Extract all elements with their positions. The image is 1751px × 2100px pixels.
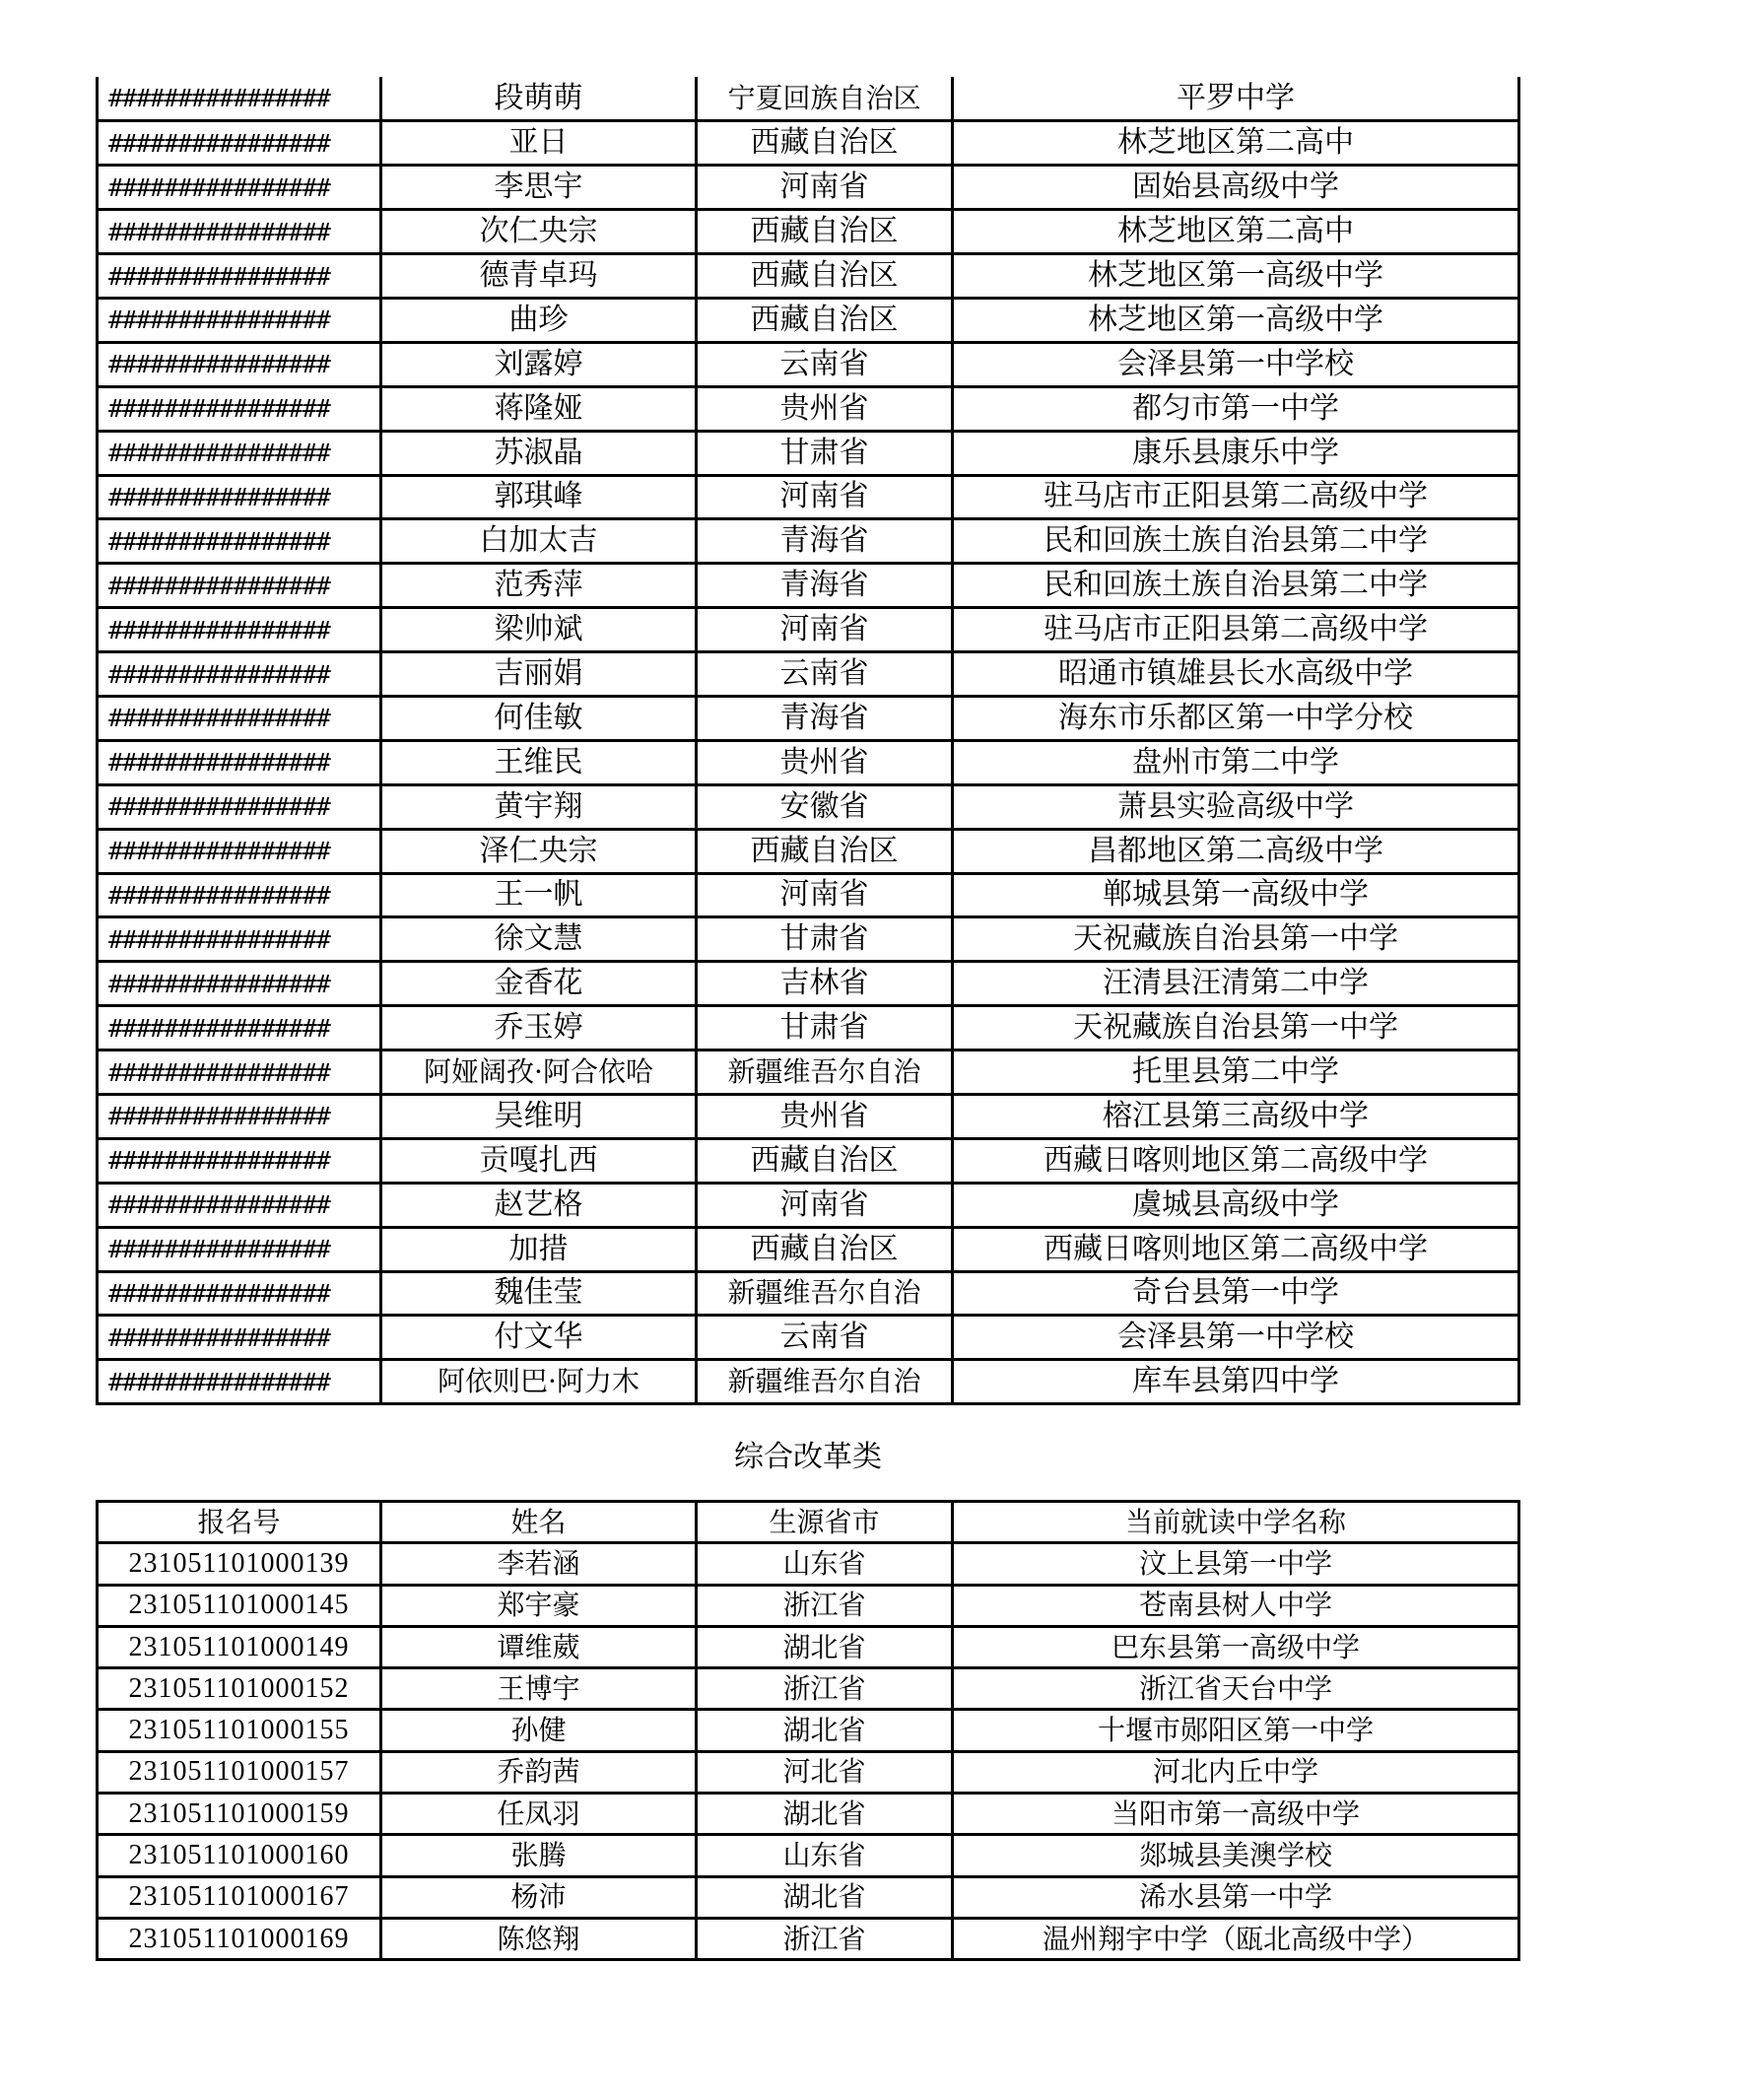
table-row <box>98 1626 1519 1667</box>
registration-id-cell: ################ <box>98 1360 381 1404</box>
school-cell: 虞城县高级中学 <box>953 1183 1519 1227</box>
school-cell: 郸城县第一高级中学 <box>953 873 1519 917</box>
registration-id-cell: ################ <box>98 519 381 564</box>
section-title: 综合改革类 <box>734 1440 882 1474</box>
table-row <box>98 784 1519 829</box>
table-row <box>98 519 1519 564</box>
student-name-cell: 魏佳莹 <box>381 1271 697 1316</box>
school-cell: 河北内丘中学 <box>953 1751 1519 1793</box>
province-cell: 浙江省 <box>697 1668 953 1710</box>
table-row <box>98 1006 1519 1050</box>
school-cell: 托里县第二中学 <box>953 1050 1519 1095</box>
registration-id-cell: ################ <box>98 342 381 386</box>
student-name-cell: 乔玉婷 <box>381 1006 697 1050</box>
school-cell: 海东市乐都区第一中学分校 <box>953 696 1519 740</box>
school-cell: 民和回族土族自治县第二中学 <box>953 564 1519 608</box>
table-row <box>98 166 1519 210</box>
student-name-cell: 刘露婷 <box>381 342 697 386</box>
table-row <box>98 1751 1519 1793</box>
school-cell: 昌都地区第二高级中学 <box>953 829 1519 873</box>
header-school: 当前就读中学名称 <box>953 1502 1519 1543</box>
registration-id-cell: ################ <box>98 873 381 917</box>
table-row <box>98 475 1519 519</box>
student-name-cell: 赵艺格 <box>381 1183 697 1227</box>
school-cell: 都匀市第一中学 <box>953 386 1519 431</box>
registration-id-cell: ################ <box>98 166 381 210</box>
school-cell: 林芝地区第一高级中学 <box>953 254 1519 299</box>
registration-id-cell: 231051101000155 <box>98 1710 381 1751</box>
registration-id-cell: ################ <box>98 254 381 299</box>
registration-id-cell: ################ <box>98 475 381 519</box>
school-cell: 库车县第四中学 <box>953 1360 1519 1404</box>
school-cell: 林芝地区第二高中 <box>953 121 1519 166</box>
school-cell: 郯城县美澳学校 <box>953 1835 1519 1876</box>
school-cell: 浠水县第一中学 <box>953 1876 1519 1918</box>
province-cell: 河南省 <box>697 608 953 652</box>
province-cell: 西藏自治区 <box>697 1227 953 1271</box>
province-cell: 山东省 <box>697 1835 953 1876</box>
province-cell: 云南省 <box>697 1316 953 1360</box>
table-row <box>98 829 1519 873</box>
student-name-cell: 乔韵茜 <box>381 1751 697 1793</box>
province-cell: 河南省 <box>697 166 953 210</box>
school-cell: 林芝地区第一高级中学 <box>953 298 1519 342</box>
registration-id-cell: 231051101000149 <box>98 1626 381 1667</box>
table-row <box>98 1918 1519 1959</box>
comprehensive-reform-table <box>96 1500 1520 1961</box>
student-name-cell: 梁帅斌 <box>381 608 697 652</box>
school-cell: 十堰市郧阳区第一中学 <box>953 1710 1519 1751</box>
student-name-cell: 王维民 <box>381 740 697 784</box>
registration-id-cell: ################ <box>98 962 381 1006</box>
registration-id-cell: 231051101000139 <box>98 1543 381 1585</box>
registration-id-cell: 231051101000157 <box>98 1751 381 1793</box>
table-row <box>98 1138 1519 1183</box>
school-cell: 驻马店市正阳县第二高级中学 <box>953 475 1519 519</box>
student-name-cell: 郭琪峰 <box>381 475 697 519</box>
province-cell: 云南省 <box>697 652 953 697</box>
school-cell: 天祝藏族自治县第一中学 <box>953 917 1519 962</box>
student-name-cell: 曲珍 <box>381 298 697 342</box>
table-row <box>98 1794 1519 1835</box>
province-cell: 西藏自治区 <box>697 210 953 254</box>
student-name-cell: 德青卓玛 <box>381 254 697 299</box>
province-cell: 河南省 <box>697 873 953 917</box>
table-row <box>98 254 1519 299</box>
student-name-cell: 白加太吉 <box>381 519 697 564</box>
province-cell: 河南省 <box>697 475 953 519</box>
province-cell: 新疆维吾尔自治 <box>697 1050 953 1095</box>
student-name-cell: 付文华 <box>381 1316 697 1360</box>
registration-id-cell: ################ <box>98 298 381 342</box>
student-name-cell: 次仁央宗 <box>381 210 697 254</box>
province-cell: 青海省 <box>697 564 953 608</box>
province-cell: 贵州省 <box>697 1094 953 1138</box>
province-cell: 安徽省 <box>697 784 953 829</box>
header-province: 生源省市 <box>697 1502 953 1543</box>
table-row <box>98 1050 1519 1095</box>
student-name-cell: 徐文慧 <box>381 917 697 962</box>
table-row <box>98 1183 1519 1227</box>
province-cell: 贵州省 <box>697 386 953 431</box>
table-row <box>98 740 1519 784</box>
table-row <box>98 121 1519 166</box>
table-row <box>98 1585 1519 1626</box>
registration-id-cell: ################ <box>98 431 381 475</box>
table-row <box>98 1271 1519 1316</box>
school-cell: 汪清县汪清第二中学 <box>953 962 1519 1006</box>
top-table-body <box>98 77 1519 1404</box>
student-name-cell: 金香花 <box>381 962 697 1006</box>
student-name-cell: 段萌萌 <box>381 77 697 121</box>
table-row <box>98 77 1519 121</box>
school-cell: 盘州市第二中学 <box>953 740 1519 784</box>
school-cell: 昭通市镇雄县长水高级中学 <box>953 652 1519 697</box>
student-name-cell: 郑宇豪 <box>381 1585 697 1626</box>
table-row <box>98 1668 1519 1710</box>
header-name: 姓名 <box>381 1502 697 1543</box>
registration-id-cell: ################ <box>98 121 381 166</box>
school-cell: 汶上县第一中学 <box>953 1543 1519 1585</box>
table-row <box>98 1876 1519 1918</box>
student-name-cell: 加措 <box>381 1227 697 1271</box>
table-row <box>98 1227 1519 1271</box>
school-cell: 平罗中学 <box>953 77 1519 121</box>
student-name-cell: 王博宇 <box>381 1668 697 1710</box>
registration-id-cell: 231051101000145 <box>98 1585 381 1626</box>
student-name-cell: 杨沛 <box>381 1876 697 1918</box>
student-name-cell: 吉丽娟 <box>381 652 697 697</box>
school-cell: 榕江县第三高级中学 <box>953 1094 1519 1138</box>
registration-id-cell: ################ <box>98 1183 381 1227</box>
table-row <box>98 1710 1519 1751</box>
school-cell: 林芝地区第二高中 <box>953 210 1519 254</box>
province-cell: 青海省 <box>697 519 953 564</box>
province-cell: 河北省 <box>697 1751 953 1793</box>
province-cell: 湖北省 <box>697 1710 953 1751</box>
province-cell: 湖北省 <box>697 1626 953 1667</box>
province-cell: 吉林省 <box>697 962 953 1006</box>
table-row <box>98 1094 1519 1138</box>
top-student-table <box>96 77 1520 1405</box>
bottom-table-body <box>98 1502 1519 1960</box>
registration-id-cell: ################ <box>98 386 381 431</box>
student-name-cell: 谭维葳 <box>381 1626 697 1667</box>
registration-id-cell: ################ <box>98 652 381 697</box>
province-cell: 青海省 <box>697 696 953 740</box>
province-cell: 西藏自治区 <box>697 298 953 342</box>
registration-id-cell: ################ <box>98 1094 381 1138</box>
table-row <box>98 210 1519 254</box>
student-name-cell: 泽仁央宗 <box>381 829 697 873</box>
table-row <box>98 873 1519 917</box>
province-cell: 新疆维吾尔自治 <box>697 1271 953 1316</box>
province-cell: 湖北省 <box>697 1794 953 1835</box>
registration-id-cell: ################ <box>98 917 381 962</box>
registration-id-cell: ################ <box>98 784 381 829</box>
table-row <box>98 652 1519 697</box>
province-cell: 浙江省 <box>697 1585 953 1626</box>
school-cell: 会泽县第一中学校 <box>953 1316 1519 1360</box>
school-cell: 苍南县树人中学 <box>953 1585 1519 1626</box>
province-cell: 河南省 <box>697 1183 953 1227</box>
registration-id-cell: 231051101000152 <box>98 1668 381 1710</box>
registration-id-cell: 231051101000167 <box>98 1876 381 1918</box>
school-cell: 浙江省天台中学 <box>953 1668 1519 1710</box>
school-cell: 西藏日喀则地区第二高级中学 <box>953 1138 1519 1183</box>
table-row <box>98 1316 1519 1360</box>
school-cell: 温州翔宇中学（瓯北高级中学） <box>953 1918 1519 1959</box>
student-name-cell: 孙健 <box>381 1710 697 1751</box>
province-cell: 西藏自治区 <box>697 829 953 873</box>
table-row <box>98 298 1519 342</box>
registration-id-cell: ################ <box>98 740 381 784</box>
school-cell: 会泽县第一中学校 <box>953 342 1519 386</box>
student-name-cell: 吴维明 <box>381 1094 697 1138</box>
registration-id-cell: ################ <box>98 210 381 254</box>
table-row <box>98 962 1519 1006</box>
table-row <box>98 386 1519 431</box>
student-name-cell: 贡嘎扎西 <box>381 1138 697 1183</box>
school-cell: 西藏日喀则地区第二高级中学 <box>953 1227 1519 1271</box>
registration-id-cell: 231051101000169 <box>98 1918 381 1959</box>
student-name-cell: 王一帆 <box>381 873 697 917</box>
student-name-cell: 阿娅阔孜·阿合依哈 <box>381 1050 697 1095</box>
province-cell: 浙江省 <box>697 1918 953 1959</box>
province-cell: 宁夏回族自治区 <box>697 77 953 121</box>
table-row <box>98 1360 1519 1404</box>
student-name-cell: 何佳敏 <box>381 696 697 740</box>
school-cell: 康乐县康乐中学 <box>953 431 1519 475</box>
table-row <box>98 917 1519 962</box>
province-cell: 西藏自治区 <box>697 254 953 299</box>
student-name-cell: 范秀萍 <box>381 564 697 608</box>
province-cell: 甘肃省 <box>697 917 953 962</box>
province-cell: 山东省 <box>697 1543 953 1585</box>
registration-id-cell: ################ <box>98 696 381 740</box>
registration-id-cell: ################ <box>98 1316 381 1360</box>
province-cell: 甘肃省 <box>697 1006 953 1050</box>
student-name-cell: 陈悠翔 <box>381 1918 697 1959</box>
school-cell: 萧县实验高级中学 <box>953 784 1519 829</box>
province-cell: 西藏自治区 <box>697 1138 953 1183</box>
province-cell: 甘肃省 <box>697 431 953 475</box>
school-cell: 固始县高级中学 <box>953 166 1519 210</box>
table-row <box>98 431 1519 475</box>
school-cell: 民和回族土族自治县第二中学 <box>953 519 1519 564</box>
registration-id-cell: ################ <box>98 564 381 608</box>
registration-id-cell: ################ <box>98 1050 381 1095</box>
registration-id-cell: ################ <box>98 1271 381 1316</box>
registration-id-cell: ################ <box>98 77 381 121</box>
student-name-cell: 阿依则巴·阿力木 <box>381 1360 697 1404</box>
province-cell: 西藏自治区 <box>697 121 953 166</box>
registration-id-cell: ################ <box>98 1006 381 1050</box>
registration-id-cell: ################ <box>98 829 381 873</box>
student-name-cell: 李思宇 <box>381 166 697 210</box>
student-name-cell: 李若涵 <box>381 1543 697 1585</box>
table-header-row <box>98 1502 1519 1543</box>
student-name-cell: 苏淑晶 <box>381 431 697 475</box>
school-cell: 当阳市第一高级中学 <box>953 1794 1519 1835</box>
registration-id-cell: 231051101000159 <box>98 1794 381 1835</box>
table-row <box>98 342 1519 386</box>
registration-id-cell: ################ <box>98 1227 381 1271</box>
registration-id-cell: 231051101000160 <box>98 1835 381 1876</box>
school-cell: 奇台县第一中学 <box>953 1271 1519 1316</box>
student-name-cell: 亚日 <box>381 121 697 166</box>
school-cell: 巴东县第一高级中学 <box>953 1626 1519 1667</box>
header-id: 报名号 <box>98 1502 381 1543</box>
table-row <box>98 564 1519 608</box>
table-row <box>98 1835 1519 1876</box>
registration-id-cell: ################ <box>98 608 381 652</box>
table-row <box>98 608 1519 652</box>
table-row <box>98 696 1519 740</box>
student-name-cell: 任凤羽 <box>381 1794 697 1835</box>
province-cell: 云南省 <box>697 342 953 386</box>
student-name-cell: 张腾 <box>381 1835 697 1876</box>
province-cell: 新疆维吾尔自治 <box>697 1360 953 1404</box>
student-name-cell: 蒋隆娅 <box>381 386 697 431</box>
table-row <box>98 1543 1519 1585</box>
province-cell: 湖北省 <box>697 1876 953 1918</box>
school-cell: 天祝藏族自治县第一中学 <box>953 1006 1519 1050</box>
student-name-cell: 黄宇翔 <box>381 784 697 829</box>
school-cell: 驻马店市正阳县第二高级中学 <box>953 608 1519 652</box>
registration-id-cell: ################ <box>98 1138 381 1183</box>
province-cell: 贵州省 <box>697 740 953 784</box>
